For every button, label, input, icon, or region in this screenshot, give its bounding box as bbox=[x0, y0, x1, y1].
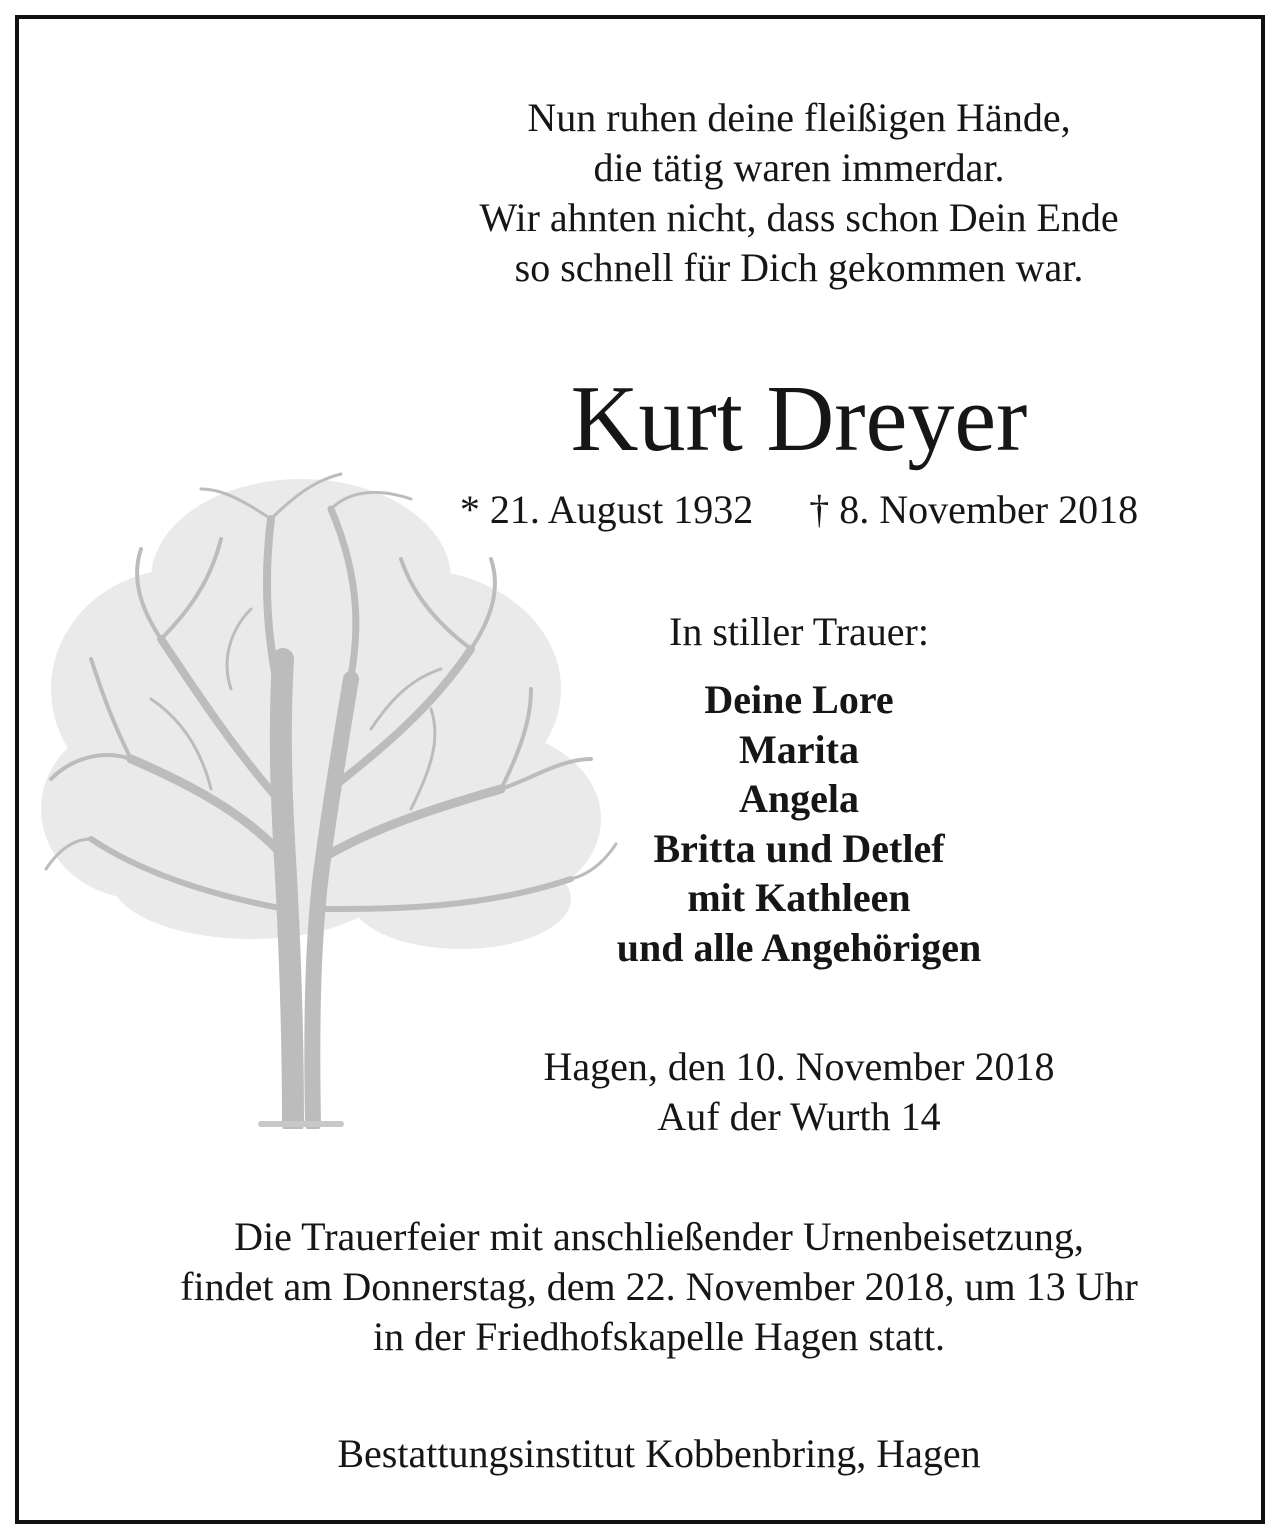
death-date: † 8. November 2018 bbox=[809, 487, 1139, 532]
mourner-name: Deine Lore bbox=[704, 677, 894, 722]
deceased-name: Kurt Dreyer bbox=[570, 367, 1028, 471]
mourner-name: Marita bbox=[739, 726, 859, 772]
mourner-name: mit Kathleen bbox=[687, 875, 911, 920]
obituary-notice bbox=[15, 15, 1265, 1524]
memorial-verse bbox=[379, 93, 1219, 293]
place-date: Hagen, den 10. November 2018 bbox=[543, 1044, 1055, 1089]
address: Auf der Wurth 14 bbox=[657, 1094, 941, 1139]
verse-line: Wir ahnten nicht, dass schon Dein Ende bbox=[479, 195, 1119, 240]
verse-line: die tätig waren immerdar. bbox=[593, 145, 1005, 190]
life-dates bbox=[379, 485, 1219, 535]
ceremony-line: in der Friedhofskapelle Hagen statt. bbox=[372, 1314, 946, 1359]
ceremony-line: findet am Donnerstag, dem 22. November 2018, um 13 Uhr bbox=[180, 1264, 1138, 1309]
birth-date: * 21. August 1932 bbox=[459, 487, 754, 532]
mourner-name: Britta und Detlef bbox=[653, 825, 945, 871]
mourner-name: Angela bbox=[739, 776, 859, 821]
place-and-address bbox=[379, 1042, 1219, 1142]
ceremony-line: Die Trauerfeier mit anschließender Urnenbeisetzung, bbox=[234, 1214, 1084, 1259]
verse-line: so schnell für Dich gekommen war. bbox=[514, 245, 1084, 290]
mourner-list bbox=[379, 675, 1219, 972]
mourner-name: und alle Angehörigen bbox=[616, 924, 982, 970]
undertaker: Bestattungsinstitut Kobbenbring, Hagen bbox=[337, 1431, 981, 1476]
mourning-heading: In stiller Trauer: bbox=[669, 609, 929, 654]
ceremony-info bbox=[59, 1212, 1259, 1362]
verse-line: Nun ruhen deine fleißigen Hände, bbox=[527, 95, 1071, 140]
